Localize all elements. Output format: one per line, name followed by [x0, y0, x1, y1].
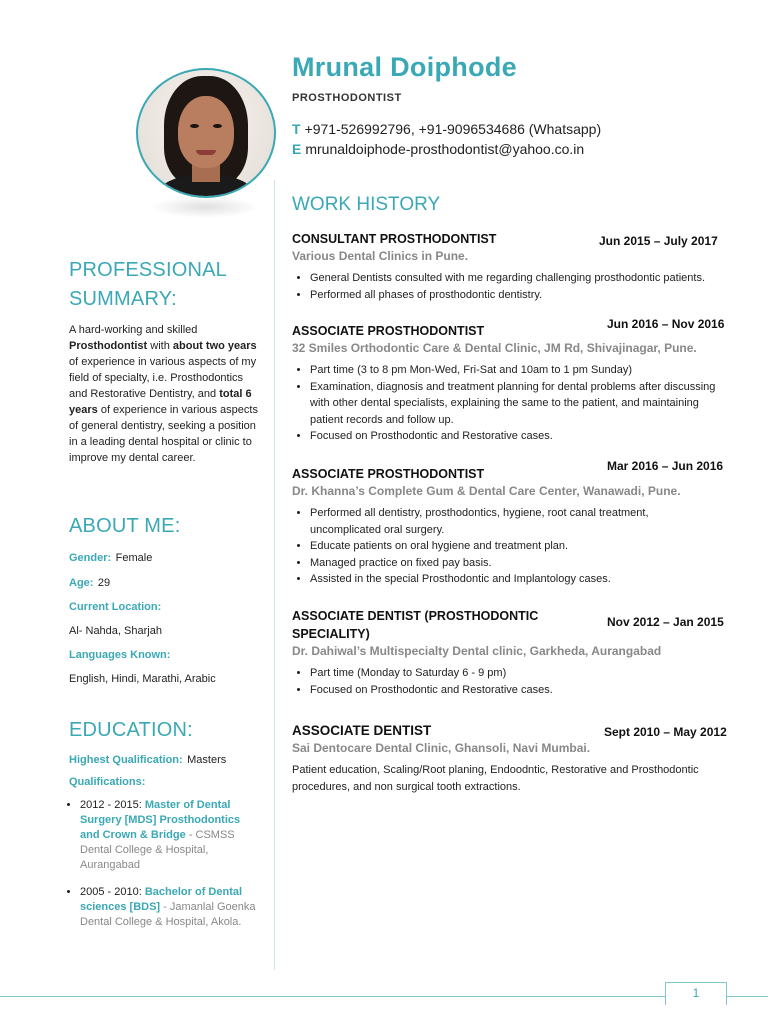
gender-row: Gender: Female [69, 552, 153, 564]
job-date: Sept 2010 – May 2012 [604, 725, 727, 739]
job-entry [292, 459, 724, 588]
job-bullet: • Performed all phases of prosthodontic dentistry. [310, 287, 722, 304]
languages-label: Languages Known: [69, 649, 171, 661]
job-date: Jun 2016 – Nov 2016 [607, 317, 725, 331]
job-bullet: • Focused on Prosthodontic and Restorative cases. [310, 428, 722, 445]
job-place: Sai Dentocare Dental Clinic, Ghansoli, Navi Mumbai. [292, 741, 591, 755]
column-divider [274, 180, 275, 970]
job-bullets [292, 362, 722, 445]
job-entry [292, 317, 725, 445]
work-history-title: WORK HISTORY [292, 194, 441, 215]
job-bullets [292, 270, 722, 303]
job-title: ASSOCIATE DENTIST (PROSTHODONTIC SPECIALITY) [292, 609, 539, 641]
job-entry [292, 722, 727, 795]
job-title: ASSOCIATE PROSTHODONTIST [292, 324, 485, 338]
photo-shadow [150, 196, 260, 218]
job-entry [292, 607, 722, 698]
qualification-item: • 2005 - 2010: Bachelor of Dental sciences [BDS] - Jamanlal Goenka Dental College & Hospital, Akola. [80, 885, 259, 930]
job-title: ASSOCIATE PROSTHODONTIST [292, 467, 485, 481]
about-section [69, 512, 259, 687]
phone-row: T +971-526992796, +91-9096534686 (Whatsapp) [292, 121, 602, 137]
profile-photo [136, 68, 276, 198]
job-title: ASSOCIATE DENTIST [292, 723, 432, 738]
highest-qualification-row: Highest Qualification: Masters [69, 754, 227, 766]
job-date: Mar 2016 – Jun 2016 [607, 459, 724, 473]
education-title: EDUCATION: [69, 719, 193, 741]
job-bullet: • Examination, diagnosis and treatment planning for dental problems after discussing with other dental specialists, explaining the same to the patient, and maintaining patient records and follow up. [310, 379, 722, 429]
qualification-item: • 2012 - 2015: Master of Dental Surgery [MDS] Prosthodontics and Crown & Bridge - CSMSS Dental College & Hospital, Aurangabad [80, 798, 259, 873]
location-value: Al- Nahda, Sharjah [69, 625, 162, 637]
job-bullet: • Part time (Monday to Saturday 6 - 9 pm) [310, 665, 722, 682]
summary-section [69, 256, 259, 466]
page-number: 1 [665, 982, 727, 1005]
qualifications-list [69, 798, 259, 930]
age-row: Age: 29 [69, 577, 111, 589]
person-role: PROSTHODONTIST [292, 92, 402, 104]
email-value[interactable]: mrunaldoiphode-prosthodontist@yahoo.co.in [305, 141, 585, 157]
job-place: Dr. Dahiwal’s Multispecialty Dental clinic, Garkheda, Aurangabad [292, 644, 662, 658]
job-place: 32 Smiles Orthodontic Care & Dental Clinic, JM Rd, Shivajinagar, Pune. [292, 341, 697, 355]
email-row: E mrunaldoiphode-prosthodontist@yahoo.co.in [292, 141, 585, 157]
person-name: Mrunal Doiphode [292, 52, 517, 82]
languages-value: English, Hindi, Marathi, Arabic [69, 673, 216, 685]
job-bullet: • Performed all dentistry, prosthodontics, hygiene, root canal treatment, uncomplicated oral surgery. [310, 505, 722, 538]
location-label: Current Location: [69, 601, 162, 613]
qualifications-label: Qualifications: [69, 776, 146, 788]
job-bullet: • Part time (3 to 8 pm Mon-Wed, Fri-Sat and 10am to 1 pm Sunday) [310, 362, 722, 379]
job-date: Nov 2012 – Jan 2015 [607, 615, 724, 629]
job-bullet: • Educate patients on oral hygiene and treatment plan. [310, 538, 722, 555]
job-bullets [292, 505, 722, 588]
summary-title: PROFESSIONAL SUMMARY: [69, 259, 227, 310]
phone-value: +971-526992796, +91-9096534686 (Whatsapp) [304, 121, 602, 137]
job-entry [292, 230, 722, 303]
job-place: Various Dental Clinics in Pune. [292, 249, 469, 263]
about-title: ABOUT ME: [69, 515, 181, 537]
summary-text: A hard-working and skilled Prosthodontist with about two years of experience in various aspects of my field of specialty, i.e. Prosthodontics and Restorative Dentistry, and total 6 years of experience in various aspects of general dentistry, seeking a position in a leading dental hospital or clinic to improve my dental career. [69, 324, 258, 464]
education-section [69, 716, 259, 942]
job-bullet: • General Dentists consulted with me regarding challenging prosthodontic patients. [310, 270, 722, 287]
job-date: Jun 2015 – July 2017 [599, 234, 718, 248]
job-bullet: • Focused on Prosthodontic and Restorative cases. [310, 682, 722, 699]
job-description: Patient education, Scaling/Root planing, Endoodntic, Restorative and Prosthodontic procedures, and non surgical tooth extractions. [292, 764, 699, 793]
job-bullet: • Assisted in the special Prosthodontic and Implantology cases. [310, 571, 722, 588]
footer-rule [0, 996, 768, 997]
job-place: Dr. Khanna’s Complete Gum & Dental Care Center, Wanawadi, Pune. [292, 484, 681, 498]
job-title: CONSULTANT PROSTHODONTIST [292, 232, 497, 246]
job-bullets [292, 665, 722, 698]
job-bullet: • Managed practice on fixed pay basis. [310, 555, 722, 572]
